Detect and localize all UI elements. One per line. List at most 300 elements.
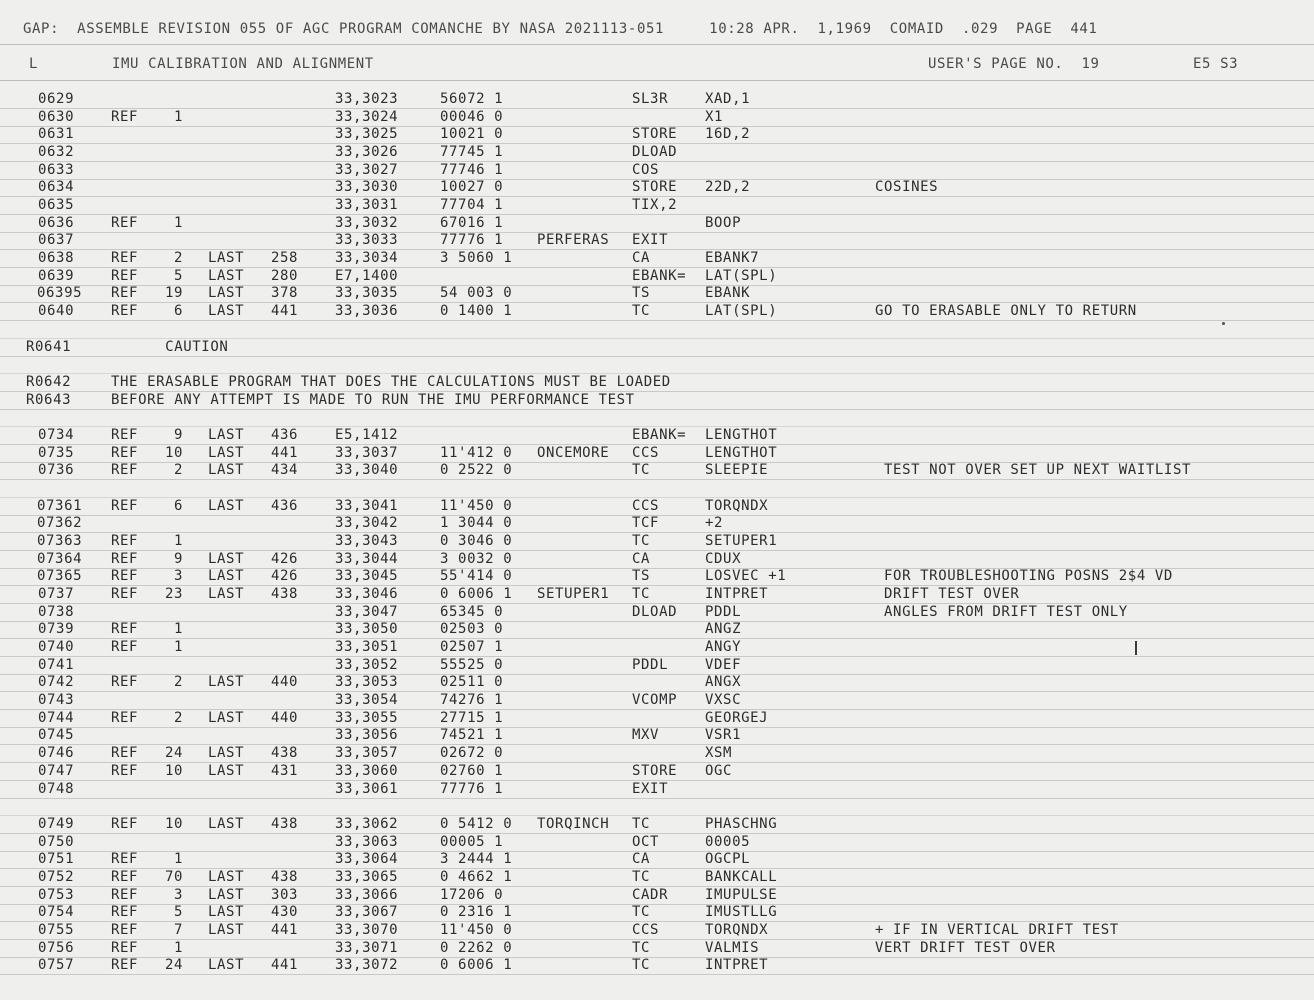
cell-comment: GO TO ERASABLE ONLY TO RETURN [875,303,1137,320]
cell-ref: REF [111,586,139,603]
listing-header-line [0,20,1314,38]
cell-op: STORE [632,126,678,143]
cell-op: TC [632,957,651,974]
cell-ref: REF [111,709,139,726]
cell-last: LAST [208,285,245,302]
cell-operand: PDDL [705,603,742,620]
cell-addr: 33,3040 [335,462,399,479]
cell-refn: 70 [165,868,184,885]
cell-line: 0750 [38,833,75,850]
listing-row [0,196,1314,215]
header-text: GAP: ASSEMBLE REVISION 055 OF AGC PROGRAM COMANCHE BY NASA 2021113-051 10:28 APR. 1,1969 COMAID .029 PAGE 441 [23,21,1098,37]
cell-line: R0642 [26,373,72,390]
cell-comment: DRIFT TEST OVER [875,586,1020,603]
listing-row [0,461,1314,480]
cell-addr: 33,3062 [335,815,399,832]
cell-ref: REF [111,815,139,832]
cell-ref: REF [111,939,139,956]
cell-line: 0744 [38,709,75,726]
listing-row [0,302,1314,321]
cell-addr: 33,3063 [335,833,399,850]
cell-line: 0629 [38,91,75,107]
cell-line: 0754 [38,904,75,921]
cell-operand: VALMIS [705,939,760,956]
cell-addr: 33,3023 [335,91,399,107]
cell-op: TC [632,462,651,479]
cell-operand: X1 [705,108,724,125]
cell-refn: 3 [174,568,184,585]
listing-row [0,231,1314,250]
cell-refn: 10 [165,762,184,779]
cell-addr: 33,3054 [335,692,399,709]
cell-addr: 33,3024 [335,108,399,125]
cell-last: LAST [208,444,245,461]
cell-last: LAST [208,462,245,479]
cell-lastn: 280 [271,267,299,284]
listing-row [0,921,1314,940]
cell-last: LAST [208,957,245,974]
cell-ref: REF [111,886,139,903]
cell-addr: 33,3055 [335,709,399,726]
cell-op: TC [632,533,651,549]
listing-row [0,125,1314,144]
cell-word: 02760 1 [440,762,504,779]
cell-line: 0632 [38,144,75,161]
listing-row [0,532,1314,551]
cell-refn: 3 [174,886,184,903]
cell-ref: REF [111,621,139,638]
cell-line: 0751 [38,851,75,868]
cell-word: 77776 1 [440,232,504,249]
cell-op: PDDL [632,656,669,673]
cell-text: CAUTION [111,338,229,355]
cell-text: BEFORE ANY ATTEMPT IS MADE TO RUN THE IMU PERFORMANCE TEST [111,391,635,408]
cell-op: CCS [632,444,660,461]
cell-line: 0738 [38,603,75,620]
cell-line: 07361 [37,497,83,514]
listing-row [0,815,1314,834]
cell-addr: 33,3071 [335,939,399,956]
cell-word: 1 3044 0 [440,515,513,532]
cell-line: 0736 [38,462,75,479]
cell-word: 00046 0 [440,108,504,125]
cell-word: 02511 0 [440,674,504,691]
cell-addr: 33,3025 [335,126,399,143]
cell-word: 65345 0 [440,603,504,620]
cell-line: 0755 [38,921,75,938]
cell-ref: REF [111,550,139,567]
listing-row [0,338,1314,357]
cell-word: 0 3046 0 [440,533,513,549]
cell-lastn: 258 [271,250,299,267]
cell-addr: 33,3047 [335,603,399,620]
listing-row [0,267,1314,286]
cell-refn: 2 [174,250,184,267]
cell-line: 0743 [38,692,75,709]
cell-addr: 33,3051 [335,639,399,656]
cell-refn: 7 [174,921,184,938]
cell-line: 0741 [38,656,75,673]
cell-line: 07364 [37,550,83,567]
cell-op: DLOAD [632,144,678,161]
cell-word: 55525 0 [440,656,504,673]
cell-refn: 5 [174,267,184,284]
cell-addr: 33,3064 [335,851,399,868]
listing-row [0,178,1314,197]
cell-last: LAST [208,568,245,585]
cell-lastn: 426 [271,568,299,585]
cell-lastn: 441 [271,957,299,974]
cell-line: 0734 [38,426,75,443]
cell-last: LAST [208,267,245,284]
cell-line: 0633 [38,161,75,178]
cell-addr: 33,3044 [335,550,399,567]
cell-operand: VXSC [705,692,742,709]
listing-row [0,320,1314,339]
listing-row [0,886,1314,905]
cell-word: 0 6006 1 [440,586,513,603]
cell-word: 67016 1 [440,214,504,231]
cell-op: SL3R [632,91,669,107]
cell-line: 0753 [38,886,75,903]
cell-line: 0737 [38,586,75,603]
cell-ref: REF [111,285,139,302]
listing-row [0,444,1314,463]
cell-ref: REF [111,497,139,514]
cell-last: LAST [208,303,245,320]
cell-operand: OGCPL [705,851,751,868]
cell-operand: BOOP [705,214,742,231]
cell-lastn: 378 [271,285,299,302]
cell-operand: XSM [705,745,733,762]
cell-word: 10021 0 [440,126,504,143]
cell-last: LAST [208,904,245,921]
listing-row [0,939,1314,958]
cell-word: 77746 1 [440,161,504,178]
user-page-code: E5 S3 [1193,56,1239,72]
cell-op: VCOMP [632,692,678,709]
cell-op: TC [632,868,651,885]
cell-op: OCT [632,833,660,850]
cell-addr: 33,3052 [335,656,399,673]
cell-refn: 1 [174,851,184,868]
cell-line: 07363 [37,533,83,549]
cell-line: 0740 [38,639,75,656]
cell-last: LAST [208,921,245,938]
cell-ref: REF [111,745,139,762]
cell-line: 0749 [38,815,75,832]
cell-lastn: 303 [271,886,299,903]
cell-word: 10027 0 [440,179,504,196]
cell-operand: EBANK [705,285,751,302]
cell-ref: REF [111,462,139,479]
cell-addr: 33,3030 [335,179,399,196]
cell-op: COS [632,161,660,178]
cell-ref: REF [111,957,139,974]
cell-refn: 6 [174,497,184,514]
cell-op: TC [632,303,651,320]
cell-word: 74276 1 [440,692,504,709]
cell-operand: OGC [705,762,733,779]
header-rule [0,44,1314,45]
cell-word: 17206 0 [440,886,504,903]
cell-addr: 33,3034 [335,250,399,267]
cell-line: R0643 [26,391,72,408]
cell-word: 3 2444 1 [440,851,513,868]
cell-refn: 1 [174,533,184,549]
cell-lastn: 431 [271,762,299,779]
cell-refn: 1 [174,939,184,956]
cell-operand: VDEF [705,656,742,673]
cell-refn: 10 [165,444,184,461]
listing-row [0,956,1314,975]
cell-word: 27715 1 [440,709,504,726]
cell-word: 77745 1 [440,144,504,161]
cell-word: 0 2522 0 [440,462,513,479]
cell-last: LAST [208,868,245,885]
paper-speck [1222,322,1225,325]
cell-operand: LAT(SPL) [705,267,778,284]
cell-word: 11'450 0 [440,921,513,938]
cell-word: 0 2262 0 [440,939,513,956]
listing-row [0,691,1314,710]
cell-lastn: 436 [271,426,299,443]
listing-row [0,603,1314,622]
cell-ref: REF [111,426,139,443]
cell-addr: 33,3057 [335,745,399,762]
cell-word: 02503 0 [440,621,504,638]
cell-word: 77776 1 [440,780,504,797]
cell-addr: 33,3043 [335,533,399,549]
cell-refn: 2 [174,462,184,479]
cell-word: 55'414 0 [440,568,513,585]
listing-row [0,479,1314,498]
cell-line: 0747 [38,762,75,779]
cell-comment: VERT DRIFT TEST OVER [875,939,1056,956]
cell-operand: LAT(SPL) [705,303,778,320]
cell-comment: + IF IN VERTICAL DRIFT TEST [875,921,1119,938]
cell-ref: REF [111,904,139,921]
cell-operand: TORQNDX [705,497,769,514]
cell-line: 07362 [37,515,83,532]
cell-word: 74521 1 [440,727,504,744]
listing-row [0,868,1314,887]
cell-operand: 00005 [705,833,751,850]
cell-lastn: 438 [271,815,299,832]
cell-word: 0 1400 1 [440,303,513,320]
cell-word: 11'450 0 [440,497,513,514]
listing-row [0,638,1314,657]
listing-row [0,90,1314,109]
cell-refn: 23 [165,586,184,603]
cell-addr: 33,3067 [335,904,399,921]
cell-addr: 33,3056 [335,727,399,744]
cell-addr: 33,3033 [335,232,399,249]
cell-last: LAST [208,815,245,832]
cell-addr: 33,3046 [335,586,399,603]
cell-comment: ANGLES FROM DRIFT TEST ONLY [875,603,1128,620]
cell-operand: EBANK7 [705,250,760,267]
cell-op: CCS [632,497,660,514]
cell-line: 0752 [38,868,75,885]
cell-line: 0756 [38,939,75,956]
listing-row [0,214,1314,233]
cell-op: EBANK= [632,426,687,443]
cell-ref: REF [111,214,139,231]
cell-refn: 24 [165,957,184,974]
cell-word: 3 5060 1 [440,250,513,267]
cell-last: LAST [208,674,245,691]
cell-operand: 22D,2 [705,179,751,196]
cell-op: CA [632,250,651,267]
cell-refn: 24 [165,745,184,762]
cell-word: 11'412 0 [440,444,513,461]
listing-row [0,249,1314,268]
cell-operand: ANGY [705,639,742,656]
cell-last: LAST [208,745,245,762]
cell-refn: 9 [174,426,184,443]
cell-ref: REF [111,762,139,779]
cell-operand: IMUSTLLG [705,904,778,921]
section-title: IMU CALIBRATION AND ALIGNMENT [112,56,374,72]
cell-refn: 19 [165,285,184,302]
cell-op: TC [632,939,651,956]
cell-lastn: 441 [271,921,299,938]
cell-line: 0757 [38,957,75,974]
cell-last: LAST [208,426,245,443]
listing-row [0,391,1314,410]
cell-ref: REF [111,568,139,585]
cell-ref: REF [111,267,139,284]
cell-last: LAST [208,497,245,514]
cell-op: CA [632,550,651,567]
cell-addr: 33,3035 [335,285,399,302]
cell-op: CCS [632,921,660,938]
cell-refn: 1 [174,639,184,656]
section-mark: L [29,56,39,72]
cell-operand: LENGTHOT [705,444,778,461]
cell-addr: 33,3032 [335,214,399,231]
cell-line: 0631 [38,126,75,143]
listing-row [0,284,1314,303]
cell-op: STORE [632,762,678,779]
cell-addr: E7,1400 [335,267,399,284]
cell-operand: SETUPER1 [705,533,778,549]
cell-operand: GEORGEJ [705,709,769,726]
listing-row [0,620,1314,639]
cell-line: 0635 [38,197,75,214]
cell-lastn: 430 [271,904,299,921]
cell-addr: 33,3072 [335,957,399,974]
cell-addr: 33,3070 [335,921,399,938]
cell-line: 07365 [37,568,83,585]
cell-op: TS [632,285,651,302]
cell-line: 0636 [38,214,75,231]
listing-row [0,567,1314,586]
cell-ref: REF [111,868,139,885]
cell-word: 0 4662 1 [440,868,513,885]
cell-operand: CDUX [705,550,742,567]
cell-word: 0 2316 1 [440,904,513,921]
listing-row [0,373,1314,392]
cell-last: LAST [208,709,245,726]
cell-label: PERFERAS [537,232,610,249]
cell-op: EXIT [632,780,669,797]
cell-operand: PHASCHNG [705,815,778,832]
cell-operand: +2 [705,515,724,532]
cell-comment: COSINES [875,179,939,196]
cell-word: 3 0032 0 [440,550,513,567]
listing-row [0,903,1314,922]
cell-operand: LOSVEC +1 [705,568,787,585]
cell-last: LAST [208,250,245,267]
cell-line: 0634 [38,179,75,196]
cell-operand: ANGZ [705,621,742,638]
cell-lastn: 438 [271,868,299,885]
cell-lastn: 438 [271,586,299,603]
listing-row [0,850,1314,869]
cell-label: SETUPER1 [537,586,610,603]
cell-addr: 33,3037 [335,444,399,461]
cell-addr: 33,3061 [335,780,399,797]
cell-comment: TEST NOT OVER SET UP NEXT WAITLIST [875,462,1192,479]
listing-row [0,108,1314,127]
cell-line: 0739 [38,621,75,638]
cell-refn: 10 [165,815,184,832]
cell-last: LAST [208,550,245,567]
cell-line: 06395 [37,285,83,302]
cell-line: 0735 [38,444,75,461]
cell-ref: REF [111,639,139,656]
cell-line: R0641 [26,338,72,355]
cell-op: EBANK= [632,267,687,284]
cell-op: TCF [632,515,660,532]
cell-refn: 6 [174,303,184,320]
cell-op: TS [632,568,651,585]
cell-operand: ANGX [705,674,742,691]
cell-op: MXV [632,727,660,744]
cell-label: ONCEMORE [537,444,610,461]
cell-operand: VSR1 [705,727,742,744]
cell-ref: REF [111,303,139,320]
listing-row [0,355,1314,374]
cell-operand: INTPRET [705,957,769,974]
cell-text: THE ERASABLE PROGRAM THAT DOES THE CALCULATIONS MUST BE LOADED [111,373,671,390]
cell-lastn: 440 [271,674,299,691]
cell-lastn: 440 [271,709,299,726]
cell-word: 00005 1 [440,833,504,850]
cell-operand: TORQNDX [705,921,769,938]
cell-lastn: 438 [271,745,299,762]
cell-op: CADR [632,886,669,903]
cell-op: STORE [632,179,678,196]
cell-operand: XAD,1 [705,91,751,107]
listing-row [0,514,1314,533]
cell-addr: 33,3042 [335,515,399,532]
cell-last: LAST [208,886,245,903]
cell-ref: REF [111,921,139,938]
cell-lastn: 441 [271,444,299,461]
cell-line: 0640 [38,303,75,320]
cell-word: 0 6006 1 [440,957,513,974]
cell-ref: REF [111,444,139,461]
listing-row [0,709,1314,728]
cell-line: 0742 [38,674,75,691]
cell-ref: REF [111,108,139,125]
cell-addr: 33,3041 [335,497,399,514]
pen-mark [1135,641,1137,655]
user-page-number: USER'S PAGE NO. 19 [928,56,1100,72]
